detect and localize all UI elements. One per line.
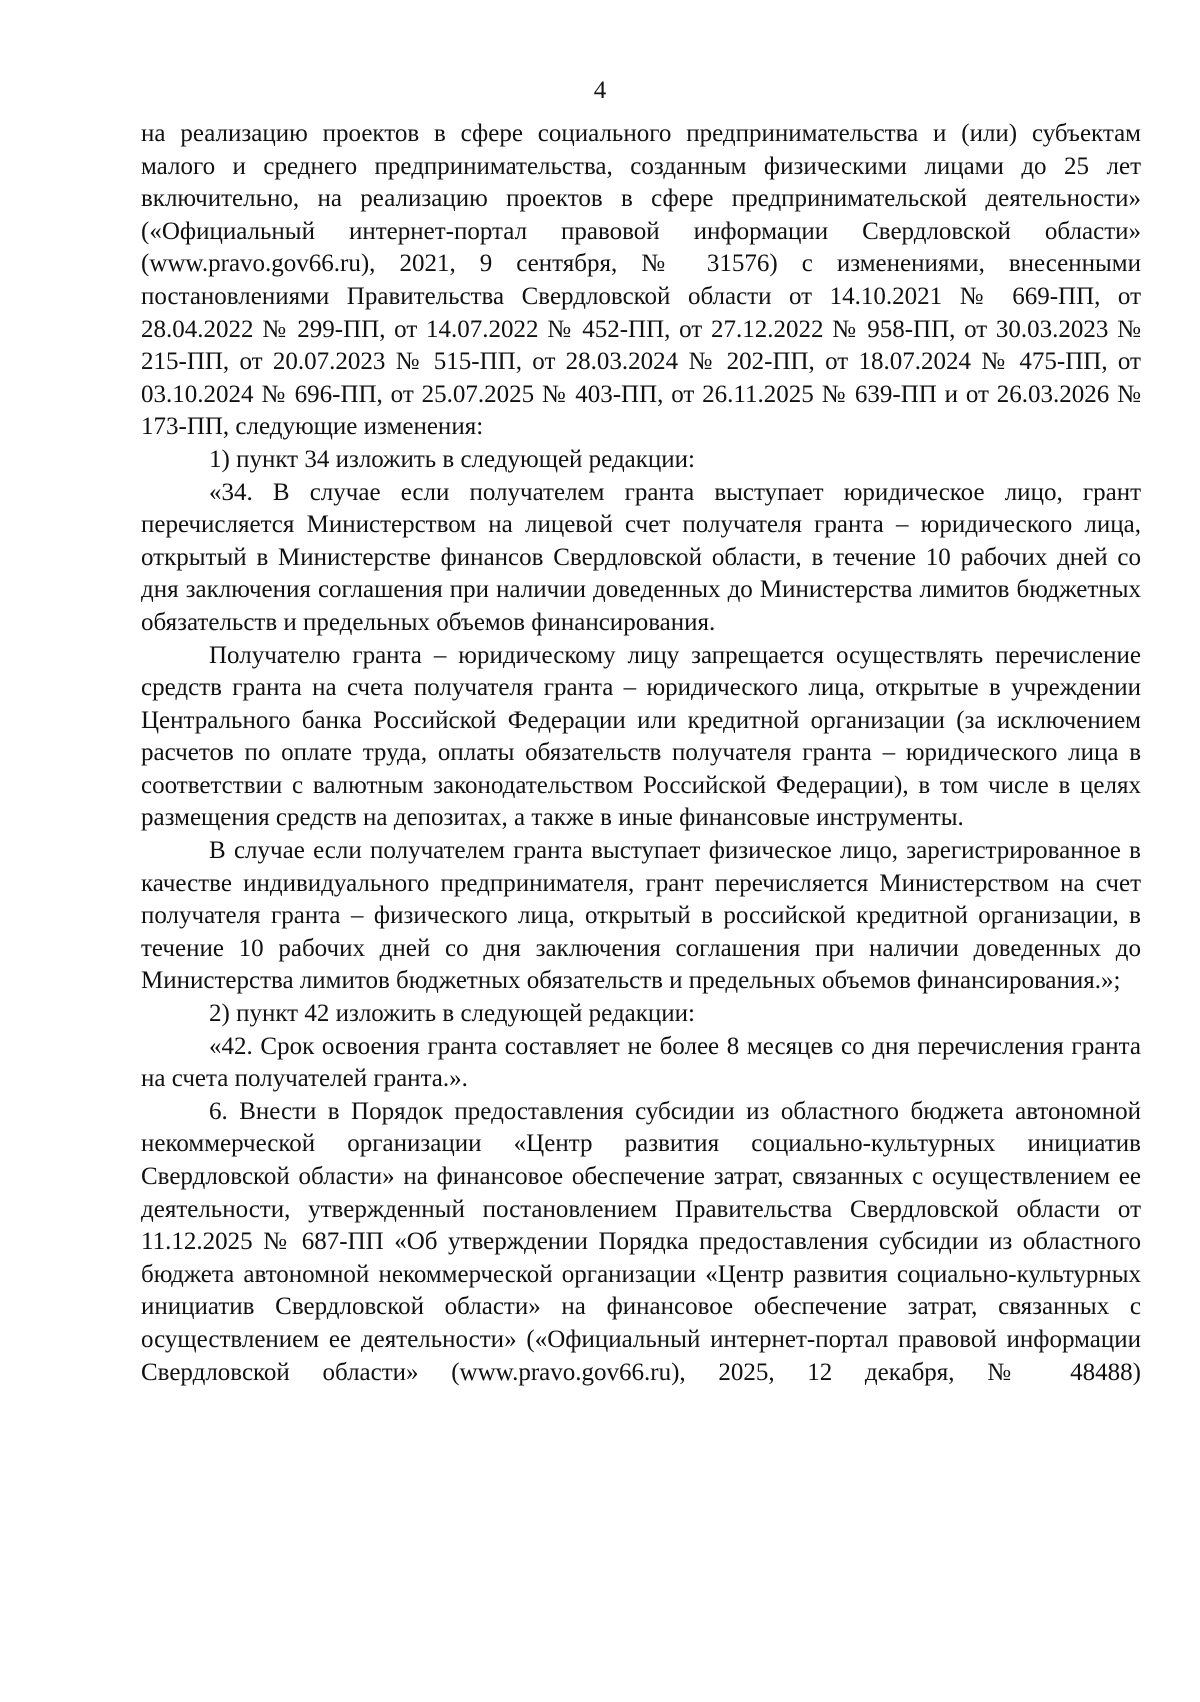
document-body [141,118,1141,1389]
paragraph-amendment-intro: на реализацию проектов в сфере социального предпринимательства и (или) субъектам малого и среднего предпринимательства, созданным физическими лицами до 25 лет включительно, на реализацию проектов в сфере предпринимательской деятельности» («Официальный интернет-портал правовой информации Свердловской области» (www.pravo.gov66.ru), 2021, 9 сентября, № 31576) с изменениями, внесенными постановлениями Правительства Свердловской области от 14.10.2021 № 669-ПП, от 28.04.2022 № 299-ПП, от 14.07.2022 № 452-ПП, от 27.12.2022 № 958-ПП, от 30.03.2023 № 215-ПП, от 20.07.2023 № 515-ПП, от 28.03.2024 № 202-ПП, от 18.07.2024 № 475-ПП, от 03.10.2024 № 696-ПП, от 25.07.2025 № 403-ПП, от 26.11.2025 № 639-ПП и от 26.03.2026 № 173-ПП, следующие изменения: [141,120,1141,441]
page-number: 4 [593,77,607,104]
paragraph-point-34: «34. В случае если получателем гранта выступает юридическое лицо, грант перечисляется Министерством на лицевой счет получателя гранта – юридического лица, открытый в Министерстве финансов Свердловской области, в течение 10 рабочих дней со дня заключения соглашения при наличии доведенных до Министерства лимитов бюджетных обязательств и предельных объемов финансирования. [141,478,1141,636]
paragraph-individual-entrepreneur: В случае если получателем гранта выступает физическое лицо, зарегистрированное в качестве индивидуального предпринимателя, грант перечисляется Министерством на счет получателя гранта – физического лица, открытый в российской кредитной организации, в течение 10 рабочих дней со дня заключения соглашения при наличии доведенных до Министерства лимитов бюджетных обязательств и предельных объемов финансирования.»; [141,837,1141,995]
paragraph-item-2: 2) пункт 42 изложить в следующей редакции: [209,1000,695,1028]
paragraph-section-6: 6. Внести в Порядок предоставления субсидии из областного бюджета автономной некоммерческой организации «Центр развития социально-культурных инициатив Свердловской области» на финансовое обеспечение затрат, связанных с осуществлением ее деятельности, утвержденный постановлением Правительства Свердловской области от 11.12.2025 № 687-ПП «Об утверждении Порядка предоставления субсидии из областного бюджета автономной некоммерческой организации «Центр развития социально-культурных инициатив Свердловской области» на финансовое обеспечение затрат, связанных с осуществлением ее деятельности» («Официальный интернет-портал правовой информации Свердловской области» (www.pravo.gov66.ru), 2025, 12 декабря, № 48488) [141,1097,1141,1386]
paragraph-legal-entity-restriction: Получателю гранта – юридическому лицу запрещается осуществлять перечисление средств гранта на счета получателя гранта – юридического лица, открытые в учреждении Центрального банка Российской Федерации или кредитной организации (за исключением расчетов по оплате труда, оплаты обязательств получателя гранта – юридического лица в соответствии с валютным законодательством Российской Федерации), в том числе в целях размещения средств на депозитах, а также в иные финансовые инструменты. [141,641,1141,832]
paragraph-item-1: 1) пункт 34 изложить в следующей редакции: [209,445,695,473]
paragraph-point-42: «42. Срок освоения гранта составляет не более 8 месяцев со дня перечисления гранта на счета получателей гранта.». [141,1032,1141,1093]
